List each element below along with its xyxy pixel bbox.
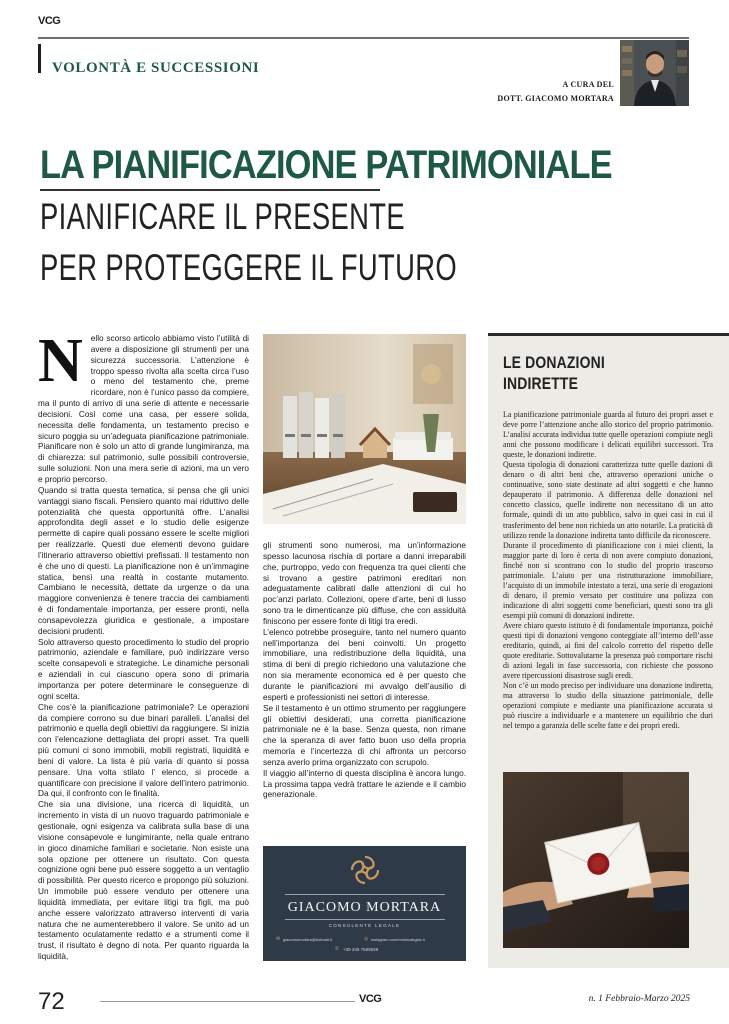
sidebar-paragraph: La pianificazione patrimoniale guarda al futuro dei propri asset e deve porre l’attenzione anche allo storico del proprio patrimonio. L’analisi accurata individua tutte quelle operazioni compiute negli anni che possono modificare i delicati equilibri successori. Tra queste, le donazioni indirette.	[503, 410, 713, 460]
paragraph: Che cos’è la pianificazione patrimoniale? Le operazioni da compiere corrono su due binari paralleli. L’analisi del patrimonio e quella degli obiettivi da raggiungere. Si inizia con l’elencazione dettagliata dei propri asset. Tra quelli più comuni ci sono immobili, mobili registrati, liquidità e beni di valore. La lista è più varia di quanto si possa pensare. Una volta stilato l’ elenco, si procede a quantificare con precisione il valore dell’intero patrimonio. Da qui, il confronto con le finalità.	[38, 702, 249, 799]
magazine-logo: VCG	[38, 15, 61, 27]
consultant-logo-card	[263, 846, 466, 961]
envelope-handover-photo	[503, 772, 689, 948]
header-divider	[38, 37, 689, 39]
article-column-2	[263, 541, 466, 866]
paragraph: Quando si tratta questa tematica, si pensa che gli unici vantaggi siano fiscali. Pensiero quanto mai riduttivo delle potenzialità che questa opportunità offre. L’analisi approfondita degli asset e lo studio delle esigenze permette di capire quali possano essere le scelte migliori per realizzarle. Questi due elementi devono guidare l’itinerario attraverso obiettivi prefissati. Il testamento non è che uno di questi. La pianificazione non è un’immagine statica, bensì una realtà in costante mutamento. Cambiano le necessità, dettate da urgenze o da una maggiore convenienza è tenere traccia dei cambiamenti è di fondamentale importanza, per essere pronti, nella consapevolezza giuridica e gestionale, a impostare decisioni prudenti.	[38, 485, 249, 636]
article-column-1	[38, 334, 249, 969]
paragraph: Il viaggio all’interno di questa disciplina è ancora lungo. La prossima tappa vedrà trattare le aziende e il cambio generazionale.	[263, 768, 466, 800]
article-subtitle-line-2: PER PROTEGGERE IL FUTURO	[40, 247, 458, 288]
sidebar-body	[503, 410, 713, 760]
section-title: VOLONTÀ E SUCCESSIONI	[52, 60, 260, 76]
card-divider	[285, 919, 445, 920]
instagram-icon: ◎	[364, 936, 369, 942]
drop-cap: N	[38, 334, 83, 395]
paragraph: ello scorso articolo abbiamo visto l’utilità di avere a disposizione gli strumenti per una sicurezza successoria. L’attenzione è troppo spesso rivolta alla scelta circa l’uso o meno del testamento che, preme ricordare, non è l’unico passo da compiere, ma il punto di arrivo di una serie di attente e necessarie decisioni. Così come una casa, per essere solida, necessita delle fondamenta, un testamento preciso e sicuro poggia su un’adeguata pianificazione patrimoniale. Pianificare non è solo un atto di grande lungimiranza, ma di chiarezza: sul patrimonio, sulle possibili controversie, sulle soluzioni. Non una mera serie di azioni, ma un vero e proprio percorso.	[38, 334, 249, 484]
sidebar-title: LE DONAZIONI INDIRETTE	[503, 353, 605, 393]
footer-divider	[100, 1001, 385, 1002]
sidebar-paragraph: Durante il procedimento di pianificazione con i miei clienti, la maggior parte di loro è certa di non avere compiuto donazioni, finché non si scontrano con lo studio del proprio trascorso patrimoniale. L’aiuto per una ristrutturazione immobiliare, l’acquisto di un immobile intestato a terzi, una serie di erogazioni di denaro, il premio versato per costituire una polizza con indicazione di altri soggetti come beneficiari, questi sono tra gli esempi più comuni di donazioni indirette.	[503, 540, 713, 620]
email-icon: ✉	[276, 936, 281, 942]
sidebar-top-rule	[488, 333, 729, 336]
card-subtitle: CONSULENTE LEGALE	[328, 923, 401, 928]
author-prefix: A CURA DEL	[562, 80, 614, 89]
sidebar-paragraph: Non c’è un modo preciso per individuare una donazione indiretta, ma attraverso lo studio della situazione patrimoniale, delle operazioni compiute e mediante una pianificazione accurata si può riuscire a individuarle e a mantenere un equilibrio che duri nel tempo a garanzia delle scelte fatte e dei propri eredi.	[503, 681, 713, 731]
card-phone: +39 346 7589528	[343, 947, 379, 952]
paragraph: Se il testamento è un ottimo strumento per raggiungere gli obiettivi desiderati, una corretta pianificazione patrimoniale ne è la base. Senza questa, non rimane che la speranza di aver fatto buon uso della propria memoria e l’incertezza di chi affronta un percorso senza averlo prima organizzato con scrupolo.	[263, 703, 466, 767]
author-name: DOTT. GIACOMO MORTARA	[497, 94, 614, 103]
article-title: LA PIANIFICAZIONE PATRIMONIALE	[40, 143, 612, 187]
page-number: 72	[38, 988, 65, 1015]
sidebar-paragraph: Questa tipologia di donazioni caratterizza tutte quelle dazioni di denaro o di altri beni che, attraverso operazioni uniche o continuative, sono state destinate ad altri soggetti e che hanno depauperato il patrimonio. A differenza delle donazioni nel concetto classico, quelle indirette non necessitano di un atto formale, quindi di un atto pubblico, salvo in quei casi in cui il trasferimento del bene non richieda un atto notarile. La praticità di utilizzo rende la donazione indiretta tanto difficile da riconoscere.	[503, 460, 713, 540]
brand-emblem-icon	[349, 854, 381, 886]
sidebar-paragraph: Avere chiaro questo istituto è di fondamentale importanza, poiché questi tipi di donazioni vengono conteggiate all’interno dell’asse ereditario, quindi, ai fini del calcolo corretto del rispetto delle quote ereditarie. Sottovalutarne la presenza può comportare rischi di azioni legali in fase successoria, con richieste che possono avere ripercussioni disastrose sugli eredi.	[503, 620, 713, 681]
paragraph: gli strumenti sono numerosi, ma un’informazione spesso lacunosa rischia di portare a danni irreparabili che, purtroppo, vedo con frequenza tra quei clienti che si trovano a gestire patrimoni ereditari non adeguatamente calibrati dalle attenzioni di cui ho poc’anzi parlato. Collezioni, opere d’arte, beni di lusso sono tra le dimenticanze più diffuse, che con assiduità finiscono per essere fonte di litigi tra eredi.	[263, 541, 466, 626]
card-email: giacomomortara@hotmail.it	[283, 937, 332, 942]
article-subtitle-line-1: PIANIFICARE IL PRESENTE	[40, 196, 406, 237]
title-underline	[40, 189, 380, 191]
phone-icon: ✆	[335, 946, 340, 952]
desk-documents-photo	[263, 334, 466, 524]
issue-info: n. 1 Febbraio-Marzo 2025	[588, 994, 690, 1004]
author-portrait	[620, 40, 689, 106]
footer-logo: VCG	[355, 993, 385, 1005]
paragraph: L’elenco potrebbe proseguire, tanto nel numero quanto nell’importanza dei beni coinvolti. Un progetto immobiliare, una redistribuzione della liquidità, una stima di beni di pregio richiedono una valutazione che non sia meramente economica ed è per questo che durante le pianificazioni mi avvalgo dell’ausilio di esperti e professionisti nei settori di interesse.	[263, 627, 466, 702]
paragraph: Solo attraverso questo procedimento lo studio del proprio patrimonio, aziendale e familiare, può indirizzare verso scelte consapevoli e strategiche. Le dinamiche personali e aziendali in cui ciascuno opera sono di primaria importanza per potere determinare le conseguenze di ogni scelta.	[38, 637, 249, 701]
card-instagram: instagram.com/mortarabgiac.it	[371, 937, 425, 942]
paragraph: Che sia una divisione, una ricerca di liquidità, un incremento in vista di un nuovo traguardo patrimoniale e gestionale, ogni esigenza va calibrata sulla base di una visione consapevole e lungimirante, nella quale entrano in gioco dinamiche familiari e societarie. Non esiste una sola opzione per ottenere un risultato. Con questa cognizione ogni bene può essere soggetto a un ventaglio di possibilità. Per questo ricerco e propongo più soluzioni. Un immobile può essere venduto per ottenere una liquidità immediata, per evitare litigi tra figli, ma può anche essere valorizzato attraverso interventi di varia natura che ne aumenterebbero il valore. Se unito ad un testamento oculatamente redatto e a strumenti come il trust, il risultato è degno di nota. Per quanto riguarda la liquidità,	[38, 800, 249, 962]
card-name: GIACOMO MORTARA	[287, 900, 442, 915]
card-divider	[285, 894, 445, 895]
section-marker	[38, 44, 41, 73]
